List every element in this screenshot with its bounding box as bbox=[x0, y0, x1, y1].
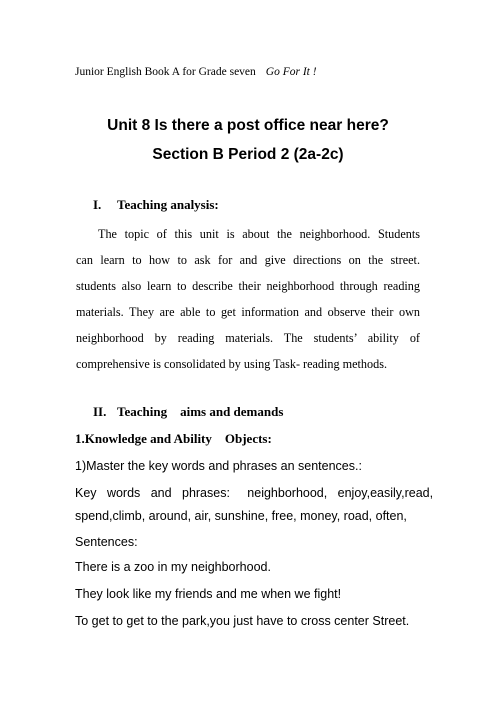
paragraph-line: can learn to how to ask for and give directions on the street. bbox=[76, 253, 420, 267]
section-heading-aims bbox=[93, 404, 283, 420]
paragraph-line: materials. They are able to get information and observe their own bbox=[76, 305, 420, 319]
sentence-line: They look like my friends and me when we fight! bbox=[75, 587, 342, 601]
sentence-line: To get to get to the park,you just have to cross center Street. bbox=[75, 614, 410, 628]
series-title: Go For It ! bbox=[265, 66, 317, 78]
sentences-label: Sentences: bbox=[75, 535, 138, 549]
section-number: I. bbox=[93, 197, 102, 212]
key-words-line: Key words and phrases: neighborhood, enjoy,easily,read, bbox=[75, 486, 434, 500]
paragraph-line: comprehensive is consolidated by using Task- reading methods. bbox=[76, 357, 387, 371]
paragraph-line: neighborhood by reading materials. The students’ ability of bbox=[76, 331, 420, 345]
section-heading-text: Teaching aims and demands bbox=[117, 404, 284, 419]
document-header bbox=[75, 66, 317, 78]
paragraph-line: students also learn to describe their neighborhood through reading bbox=[76, 279, 420, 293]
section-heading-text: Teaching analysis: bbox=[117, 197, 219, 212]
section-heading-teaching-analysis bbox=[93, 197, 219, 213]
key-words-line: spend,climb, around, air, sunshine, free, money, road, often, bbox=[75, 509, 407, 523]
sentence-line: There is a zoo in my neighborhood. bbox=[75, 560, 271, 574]
book-title: Junior English Book A for Grade seven bbox=[75, 66, 256, 78]
unit-title: Unit 8 Is there a post office near here? bbox=[107, 117, 389, 134]
sub-heading: 1.Knowledge and Ability Objects: bbox=[75, 431, 272, 446]
paragraph-line: The topic of this unit is about the neighborhood. Students bbox=[98, 227, 420, 241]
section-number: II. bbox=[93, 404, 107, 419]
list-item: 1)Master the key words and phrases an sentences.: bbox=[75, 459, 362, 473]
section-title: Section B Period 2 (2a-2c) bbox=[152, 146, 344, 163]
